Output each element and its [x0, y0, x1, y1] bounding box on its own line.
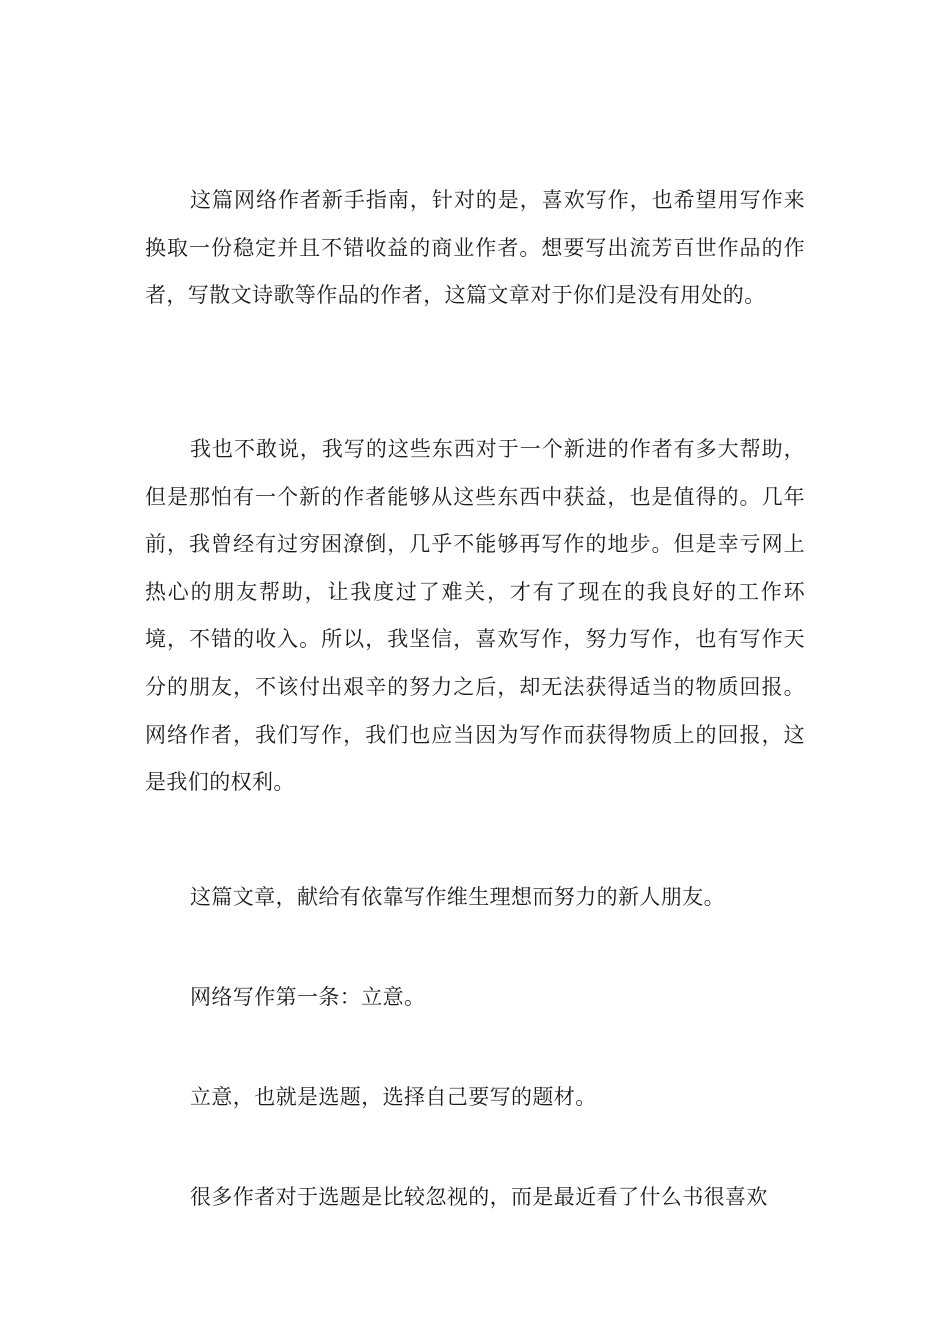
paragraph-definition: 立意，也就是选题，选择自己要写的题材。	[190, 1085, 597, 1109]
section-heading-rule-one: 网络写作第一条：立意。	[190, 985, 426, 1009]
paragraph-motivation: 我也不敢说，我写的这些东西对于一个新进的作者有多大帮助，但是那怕有一个新的作者能够从这些东西中获益，也是值得的。几年前，我曾经有过穷困潦倒，几乎不能够再写作的地步。但是幸亏网上热心的朋友帮助，让我度过了难关，才有了现在的我良好的工作环境，不错的收入。所以，我坚信，喜欢写作，努力写作，也有写作天分的朋友，不该付出艰辛的努力之后，却无法获得适当的物质回报。网络作者，我们写作，我们也应当因为写作而获得物质上的回报，这是我们的权利。	[145, 437, 805, 795]
paragraph-continuation: 很多作者对于选题是比较忽视的，而是最近看了什么书很喜欢	[190, 1185, 768, 1209]
paragraph-dedication: 这篇文章，献给有依靠写作维生理想而努力的新人朋友。	[190, 885, 725, 909]
paragraph-intro: 这篇网络作者新手指南，针对的是，喜欢写作，也希望用写作来换取一份稳定并且不错收益的商业作者。想要写出流芳百世作品的作者，写散文诗歌等作品的作者，这篇文章对于你们是没有用处的。	[145, 188, 805, 308]
